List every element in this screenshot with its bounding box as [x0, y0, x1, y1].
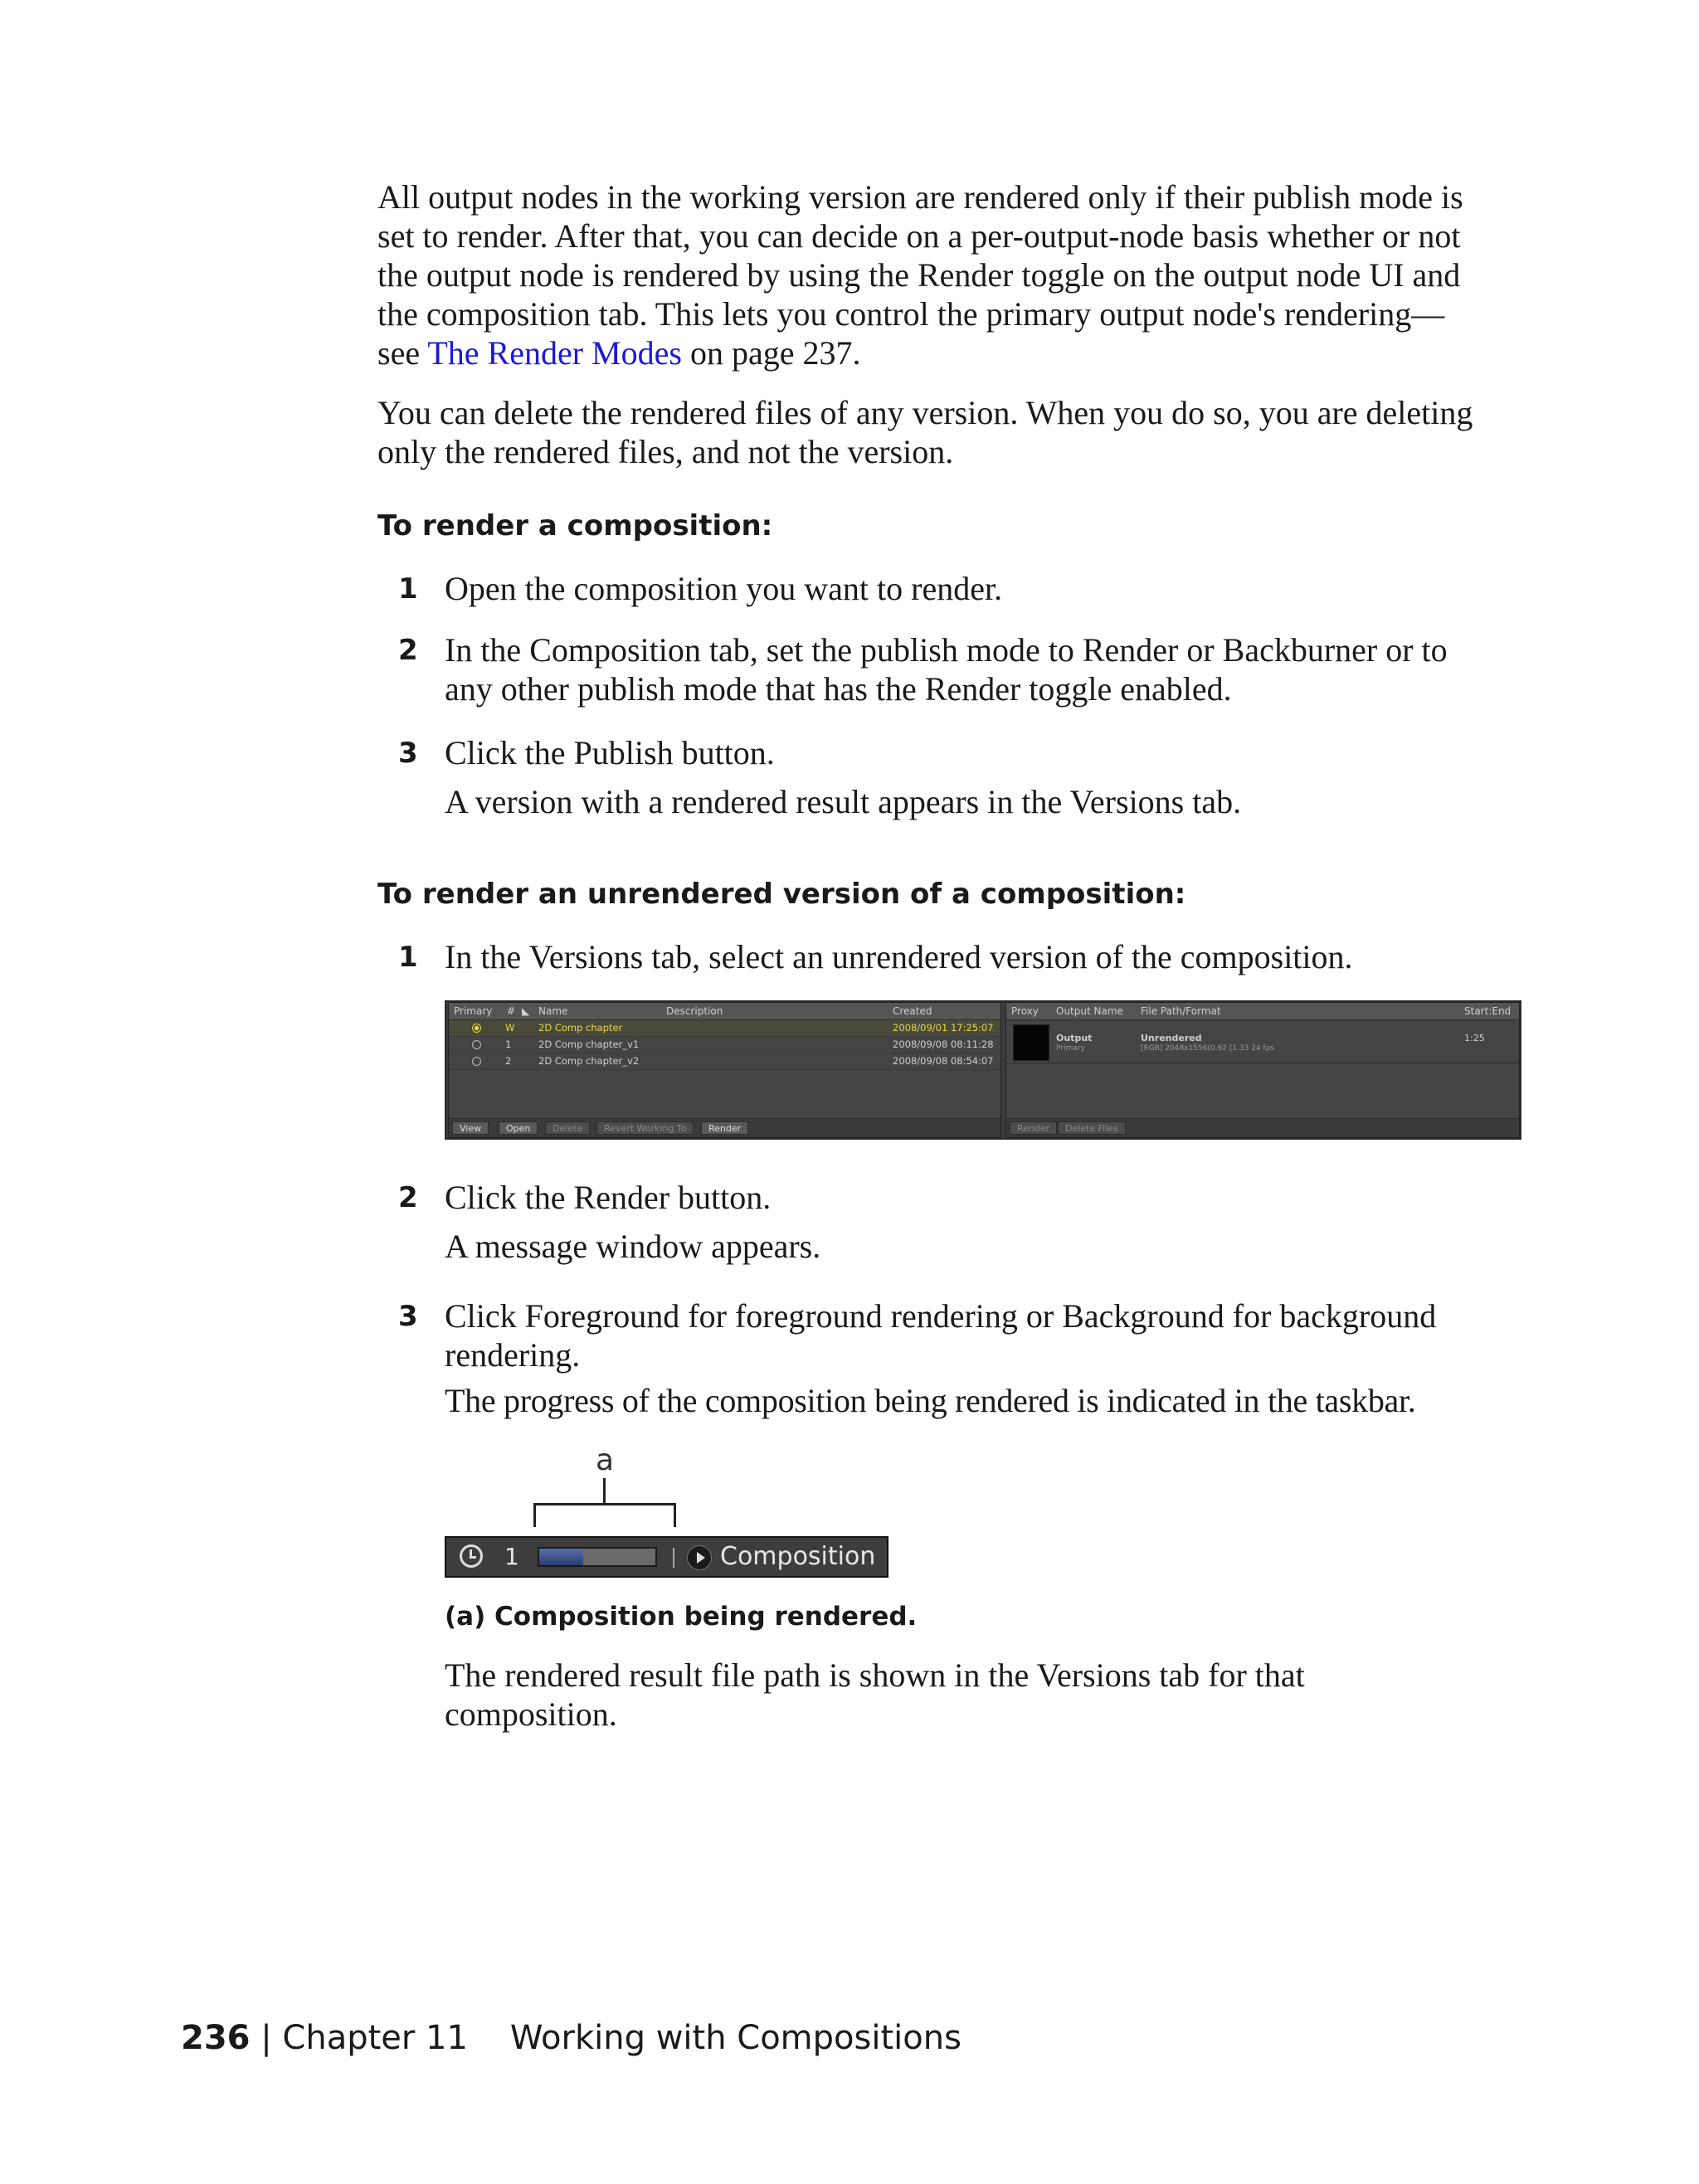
footer-separator: | [260, 2019, 283, 2057]
step-number: 1 [398, 941, 418, 974]
step-result: A version with a rendered result appears in the Versions tab. [445, 783, 1242, 820]
footer-chapter: Chapter 11 [282, 2019, 468, 2057]
version-row[interactable] [449, 1053, 1000, 1070]
output-sub: Primary [1056, 1044, 1085, 1053]
step-number: 1 [398, 572, 418, 606]
delete-button[interactable]: Delete [545, 1121, 590, 1135]
column-header-proxy[interactable]: Proxy [1011, 1005, 1039, 1017]
version-number: 1 [505, 1038, 512, 1050]
versions-list-pane [448, 1002, 1001, 1138]
footer-spacer [479, 2019, 499, 2057]
file-format: [RGB] 2048x1556(0.92 [1.33 24 fps [1141, 1044, 1275, 1053]
intro-paragraph-2: You can delete the rendered files of any version. When you do so, you are deleting only the rendered files, and not the version. [377, 394, 1473, 470]
version-name: 2D Comp chapter [538, 1022, 623, 1034]
step-result: A message window appears. [445, 1228, 821, 1265]
render-progress-fill [539, 1549, 583, 1565]
render-modes-link[interactable]: The Render Modes [427, 334, 682, 372]
render-queue-count: 1 [504, 1543, 519, 1570]
output-details-pane [1005, 1002, 1520, 1138]
intro-paragraph-1 [377, 178, 1481, 372]
view-button[interactable]: View [452, 1121, 489, 1135]
column-header-file-path[interactable]: File Path/Format [1141, 1005, 1221, 1017]
section-heading-unrendered: To render an unrendered version of a composition: [377, 878, 1186, 911]
step-number: 3 [398, 737, 418, 770]
column-header-start-end[interactable]: Start:End [1464, 1005, 1512, 1017]
versions-list-header [449, 1003, 1000, 1020]
step-number: 2 [398, 634, 418, 667]
step-text: Click the Render button. [445, 1179, 772, 1216]
column-header-primary[interactable]: Primary [454, 1005, 493, 1017]
revert-working-to-button[interactable]: Revert Working To [596, 1121, 694, 1135]
callout-bracket [674, 1503, 676, 1527]
intro-text: All output nodes in the working version are rendered only if their publish mode is set to render. After that, you can decide on a per-output-node basis whether or not the output node is rendered by using the Render toggle on the output node UI and the composition tab. This lets you control the primary output node's rendering—see [377, 178, 1463, 372]
output-row[interactable] [1006, 1023, 1519, 1063]
sort-arrow-icon: ◣ [522, 1005, 530, 1017]
taskbar-screenshot [445, 1536, 888, 1578]
proxy-thumbnail [1013, 1024, 1049, 1061]
figure-caption: (a) Composition being rendered. [445, 1602, 918, 1632]
step-text: In the Composition tab, set the publish mode to Render or Backburner or to any other publish mode that has the Render toggle enabled. [445, 631, 1448, 708]
versions-list-toolbar [449, 1118, 1000, 1137]
column-header-description[interactable]: Description [666, 1005, 723, 1017]
version-created: 2008/09/08 08:11:28 [893, 1038, 994, 1050]
version-name: 2D Comp chapter_v2 [538, 1055, 640, 1067]
version-row[interactable] [449, 1020, 1000, 1037]
output-details-toolbar [1006, 1118, 1519, 1137]
file-path: Unrendered [1141, 1033, 1202, 1043]
page-number: 236 [181, 2019, 251, 2057]
play-icon[interactable] [687, 1545, 712, 1570]
output-name: Output [1056, 1033, 1093, 1043]
render-button[interactable]: Render [701, 1121, 748, 1135]
step-text: Click the Publish button. [445, 734, 775, 771]
column-header-output-name[interactable]: Output Name [1056, 1005, 1123, 1017]
start-end-value: 1:25 [1464, 1033, 1485, 1043]
version-number: W [505, 1022, 515, 1034]
section-heading-render: To render a composition: [377, 509, 773, 542]
intro-text-end: on page 237. [681, 334, 861, 372]
clock-icon [460, 1544, 483, 1568]
version-name: 2D Comp chapter_v1 [538, 1038, 640, 1050]
render-progress-bar [538, 1547, 657, 1567]
step-text: Open the composition you want to render. [445, 570, 1003, 607]
primary-radio[interactable] [472, 1040, 481, 1049]
versions-tab-screenshot [445, 1000, 1521, 1140]
column-header-name[interactable]: Name [538, 1005, 568, 1017]
page-footer [181, 2019, 961, 2057]
delete-files-button[interactable]: Delete Files [1058, 1121, 1126, 1135]
render-output-button[interactable]: Render [1010, 1121, 1057, 1135]
callout-bracket [533, 1503, 676, 1505]
column-header-created[interactable]: Created [893, 1005, 932, 1017]
primary-radio[interactable] [472, 1024, 481, 1033]
footer-title: Working with Compositions [509, 2019, 961, 2057]
version-row[interactable] [449, 1037, 1000, 1053]
step-number: 2 [398, 1181, 418, 1214]
callout-bracket [603, 1478, 606, 1503]
column-header-number[interactable]: # [507, 1005, 516, 1017]
composition-taskbar-button[interactable]: Composition [720, 1542, 876, 1571]
callout-label: a [596, 1443, 615, 1477]
step-number: 3 [398, 1300, 418, 1333]
version-created: 2008/09/08 08:54:07 [893, 1055, 994, 1067]
callout-bracket [533, 1503, 536, 1527]
step-text: Click Foreground for foreground rendering or Background for background rendering. [445, 1297, 1437, 1374]
version-number: 2 [505, 1055, 512, 1067]
open-button[interactable]: Open [499, 1121, 538, 1135]
version-created: 2008/09/01 17:25:07 [893, 1022, 994, 1034]
primary-radio[interactable] [472, 1057, 481, 1066]
output-details-header [1006, 1003, 1519, 1020]
step-text: In the Versions tab, select an unrendered version of the composition. [445, 938, 1353, 975]
final-paragraph: The rendered result file path is shown in the Versions tab for that composition. [445, 1656, 1305, 1733]
taskbar-separator [673, 1548, 674, 1568]
step-result: The progress of the composition being rendered is indicated in the taskbar. [445, 1382, 1416, 1419]
